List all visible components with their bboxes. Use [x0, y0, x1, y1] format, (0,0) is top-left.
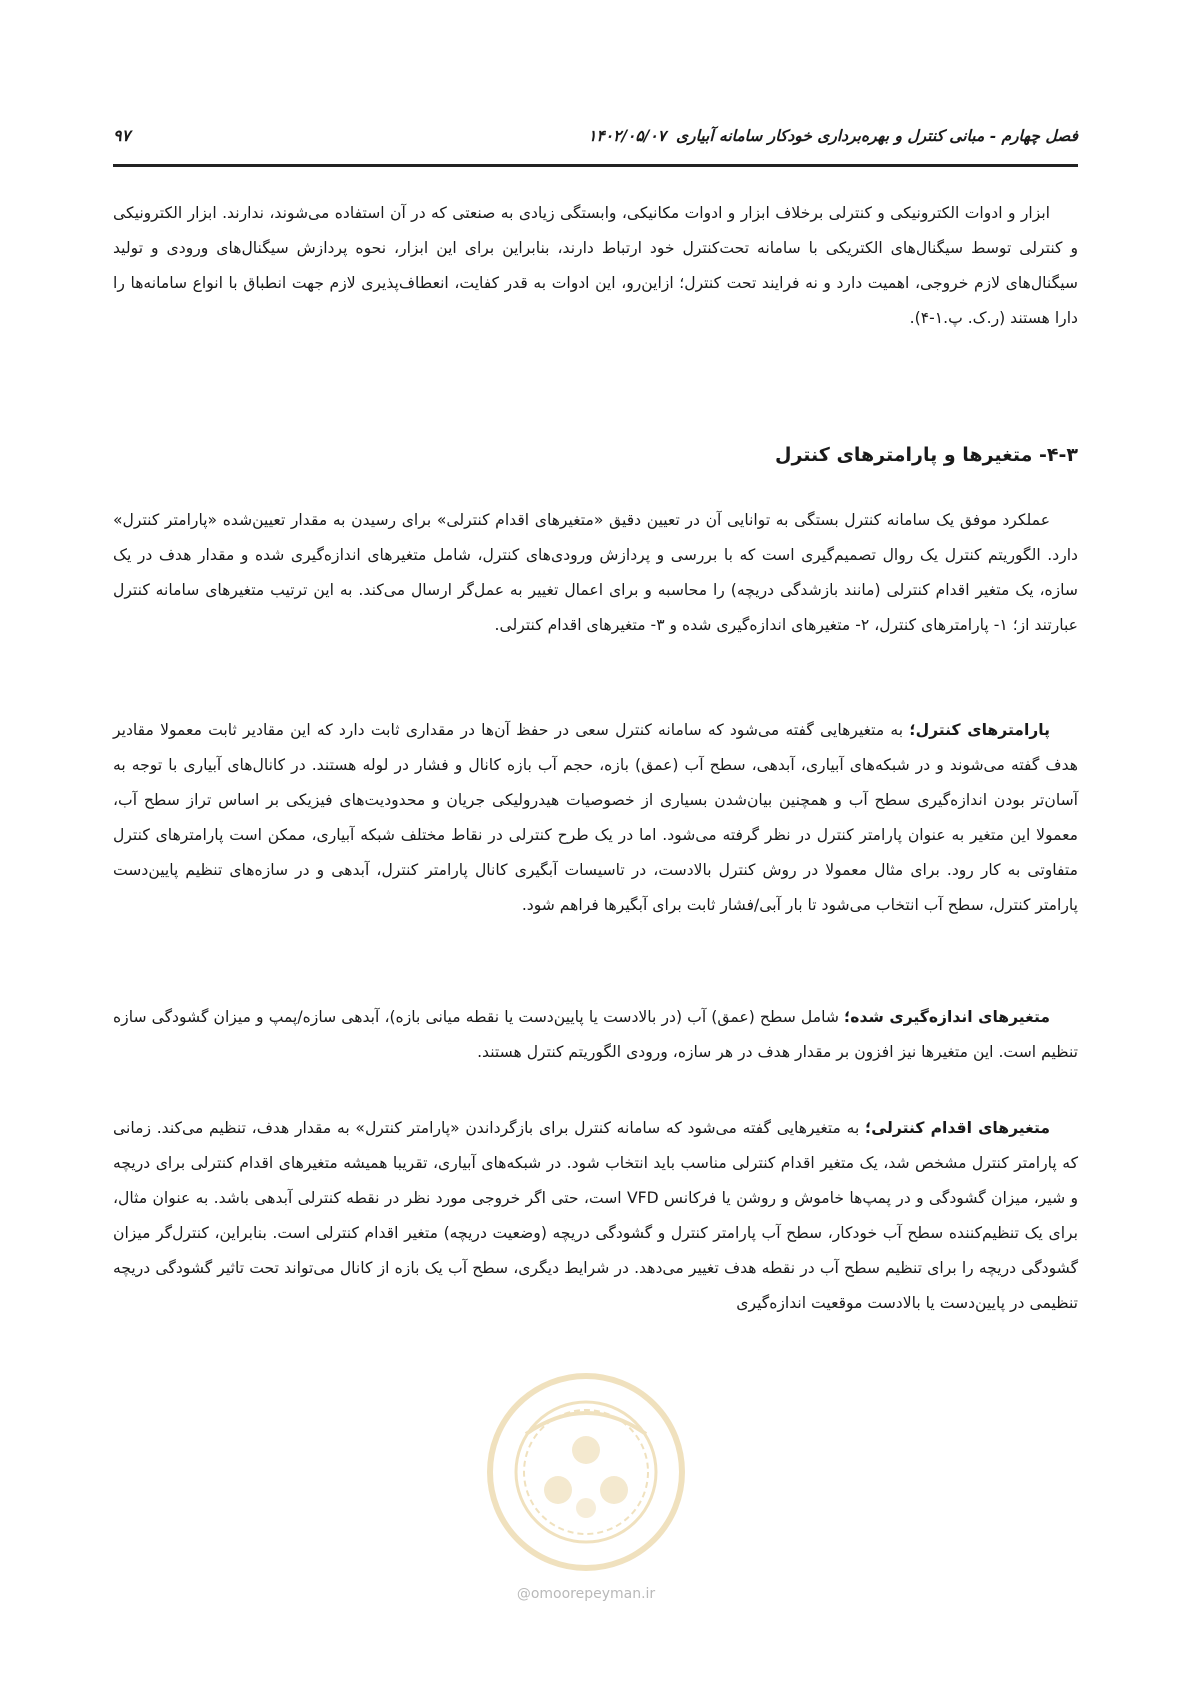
- paragraph-control-performance: عملکرد موفق یک سامانه کنترل بستگی به توانایی آن در تعیین دقیق «متغیرهای اقدام کنترلی» برای رسیدن به مقدار تعیین‌شده «پارامتر کنترل» دارد. الگوریتم کنترل یک روال تصمیم‌گیری است که با بررسی و پردازش ورودی‌های کنترل، شامل متغیرهای اندازه‌گیری شده و مقدار هدف در یک سازه، یک متغیر اقدام کنترلی (مانند بازشدگی دریچه) را محاسبه و برای اعمال تغییر به عمل‌گر ارسال می‌کند. به این ترتیب متغیرهای سامانه کنترل عبارتند از؛ ۱- پارامترهای کنترل، ۲- متغیرهای اندازه‌گیری شده و ۳- متغیرهای اقدام کنترلی.: [113, 511, 1078, 634]
- term-measured-variables: متغیرهای اندازه‌گیری شده؛: [844, 1008, 1050, 1026]
- paragraph-control-action-variables: [113, 1111, 1078, 1321]
- paragraph-control-action-variables-text: به متغیرهایی گفته می‌شود که سامانه کنترل برای بازگرداندن «پارامتر کنترل» به مقدار هدف، تنظیم می‌کند. زمانی که پارامتر کنترل مشخص شد، یک متغیر اقدام کنترلی مناسب باید انتخاب شود. در شبکه‌های آبیاری، تقریبا همیشه متغیرهای اقدام کنترلی برای دریچه و شیر، میزان گشودگی و در پمپ‌ها خاموش و روشن یا فرکانس VFD است، حتی اگر خروجی مورد نظر در نقطه کنترلی آبدهی باشد. به عنوان مثال، برای یک تنظیم‌کننده سطح آب خودکار، سطح آب پارامتر کنترل و گشودگی دریچه (وضعیت دریچه) متغیر اقدام کنترلی است. بنابراین، کنترل‌گر میزان گشودگی دریچه را برای تنظیم سطح آب در نقطه هدف تغییر می‌دهد. در شرایط دیگری، سطح آب یک بازه از کانال می‌تواند تحت تاثیر گشودگی دریچه تنظیمی در پایین‌دست یا بالادست موقعیت اندازه‌گیری: [113, 1119, 1078, 1312]
- paragraph-measured-variables-text: شامل سطح (عمق) آب (در بالادست یا پایین‌دست یا نقطه میانی بازه)، آبدهی سازه/پمپ و میزان گشودگی سازه تنظیم است. این متغیرها نیز افزون بر مقدار هدف در هر سازه، ورودی الگوریتم کنترل هستند.: [113, 1008, 1078, 1061]
- watermark-url: @omoorepeyman.ir: [516, 1586, 656, 1602]
- header-divider: [113, 164, 1078, 167]
- header-chapter-title: فصل چهارم - مبانی کنترل و بهره‌برداری خودکار سامانه آبیاری: [676, 126, 1078, 145]
- section-heading: ۴-۳- متغیرها و پارامترهای کنترل: [774, 444, 1078, 466]
- paragraph-measured-variables: [113, 1000, 1078, 1070]
- running-header: [113, 126, 1078, 156]
- watermark-seal-icon: [486, 1372, 686, 1572]
- page-number: ۹۷: [113, 126, 131, 145]
- paragraph-control-parameters: [113, 713, 1078, 923]
- header-date: ۱۴۰۲/۰۵/۰۷: [588, 126, 666, 145]
- term-control-action-variables: متغیرهای اقدام کنترلی؛: [865, 1119, 1050, 1137]
- intro-paragraph: ابزار و ادوات الکترونیکی و کنترلی برخلاف ابزار و ادوات مکانیکی، وابستگی زیادی به صنعتی که در آن استفاده می‌شوند، ندارند. ابزار الکترونیکی و کنترلی توسط سیگنال‌های الکتریکی با سامانه تحت‌کنترل خود ارتباط دارند، بنابراین برای این ابزار، نحوه پردازش سیگنال‌های ورودی و تولید سیگنال‌های لازم خروجی، اهمیت دارد و نه فرایند تحت کنترل؛ ازاین‌رو، این ادوات به قدر کفایت، انعطاف‌پذیری لازم جهت انطباق با انواع سامانه‌ها را دارا هستند (ر.ک. پ.۱-۴).: [113, 204, 1078, 327]
- paragraph-control-parameters-text: به متغیرهایی گفته می‌شود که سامانه کنترل سعی در حفظ آن‌ها در مقداری ثابت دارد که این مقادیر ثابت معمولا مقادیر هدف گفته می‌شوند و در شبکه‌های آبیاری، آبدهی، سطح آب (عمق) بازه، حجم آب بازه کانال و فشار در لوله هستند. در کانال‌های آبیاری با توجه به آسان‌تر بودن اندازه‌گیری سطح آب و همچنین بیان‌شدن بسیاری از خصوصیات هیدرولیکی جریان و محدودیت‌های فیزیکی بر اساس تراز سطح آب، معمولا این متغیر به عنوان پارامتر کنترل در نظر گرفته می‌شود. اما در یک طرح کنترلی در نقاط مختلف شبکه آبیاری، ممکن است پارامترهای کنترل متفاوتی به کار رود. برای مثال معمولا در روش کنترل بالادست، در تاسیسات آبگیری کانال پارامتر کنترل، آبدهی و در سازه‌های تنظیم پایین‌دست پارامتر کنترل، سطح آب انتخاب می‌شود تا بار آبی/فشار ثابت برای آبگیرها فراهم شود.: [113, 721, 1078, 914]
- term-control-parameters: پارامترهای کنترل؛: [909, 721, 1050, 739]
- header-title: [588, 126, 1078, 145]
